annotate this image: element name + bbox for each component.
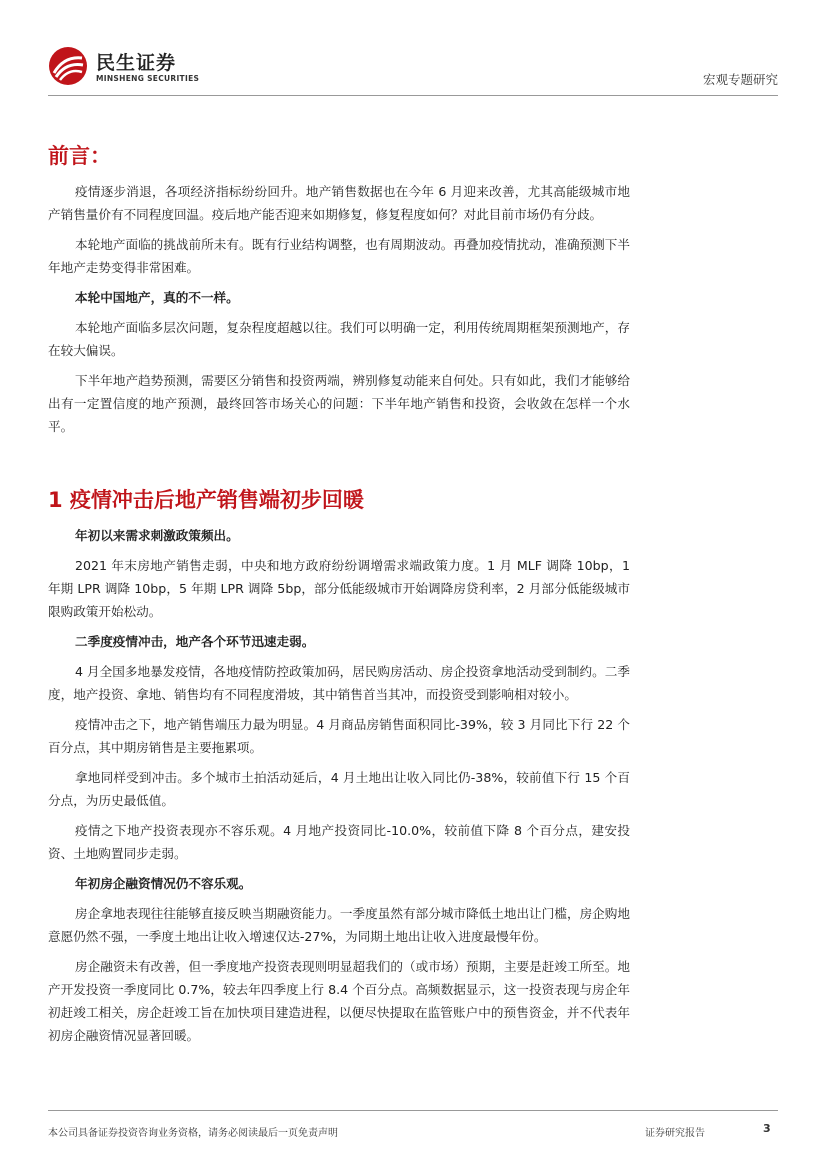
section-paragraph: 房企融资未有改善，但一季度地产投资表现则明显超我们的（或市场）预期，主要是赶竣工所至。地产开发投资一季度同比 0.7%，较去年四季度上行 8.4 个百分点。高频数据显示，这一投资表现与房企年初赶竣工相关，房企赶竣工旨在加快项目建造进程，以便尽快提取在监管账户中的预售资金，并不代表年初房企融资情况显著回暖。 — [48, 959, 630, 1043]
section-paragraph: 疫情之下地产投资表现亦不容乐观。4 月地产投资同比-10.0%，较前值下降 8 个百分点，建安投资、土地购置同步走弱。 — [48, 823, 630, 861]
intro-paragraph: 本轮地产面临多层次问题，复杂程度超越以往。我们可以明确一定，利用传统周期框架预测地产，存在较大偏误。 — [48, 320, 630, 358]
section-subheading: 二季度疫情冲击，地产各个环节迅速走弱。 — [75, 634, 315, 649]
intro-paragraph: 疫情逐步消退，各项经济指标纷纷回升。地产销售数据也在今年 6 月迎来改善，尤其高能级城市地产销售量价有不同程度回温。疫后地产能否迎来如期修复，修复程度如何？对此目前市场仍有分歧。 — [48, 184, 630, 222]
section-subheading: 年初以来需求刺激政策频出。 — [75, 528, 239, 543]
report-type: 宏观专题研究 — [702, 72, 778, 87]
header-divider — [48, 95, 778, 96]
page-number: 3 — [763, 1122, 771, 1135]
intro-paragraph: 本轮地产面临的挑战前所未有。既有行业结构调整，也有周期波动。再叠加疫情扰动，准确预测下半年地产走势变得非常困难。 — [48, 237, 630, 275]
section-heading: 1 疫情冲击后地产销售端初步回暖 — [48, 488, 364, 512]
section-subheading: 年初房企融资情况仍不容乐观。 — [75, 876, 252, 891]
page-header — [48, 46, 778, 96]
brand-name-cn: 民生证券 — [96, 52, 177, 74]
intro-paragraph: 下半年地产趋势预测，需要区分销售和投资两端，辨别修复动能来自何处。只有如此，我们才能够给出有一定置信度的地产预测，最终回答市场关心的问题：下半年地产销售和投资，会收敛在怎样一个水平。 — [48, 373, 630, 434]
footer-divider — [48, 1110, 778, 1111]
brand-name-en: MINSHENG SECURITIES — [96, 74, 200, 83]
minsheng-logo-icon — [48, 46, 88, 86]
section-paragraph: 房企拿地表现往往能够直接反映当期融资能力。一季度虽然有部分城市降低土地出让门槛，房企购地意愿仍然不强，一季度土地出让收入增速仅达-27%，为同期土地出让收入进度最慢年份。 — [48, 906, 630, 944]
section-paragraph: 4 月全国多地暴发疫情，各地疫情防控政策加码，居民购房活动、房企投资拿地活动受到制约。二季度，地产投资、拿地、销售均有不同程度滑坡，其中销售首当其冲，而投资受到影响相对较小。 — [48, 664, 630, 702]
footer-disclaimer: 本公司具备证券投资咨询业务资格，请务必阅读最后一页免责声明 — [48, 1128, 338, 1139]
intro-heading: 前言： — [48, 144, 111, 168]
section-paragraph: 疫情冲击之下，地产销售端压力最为明显。4 月商品房销售面积同比-39%，较 3 月同比下行 22 个百分点，其中期房销售是主要拖累项。 — [48, 717, 630, 755]
intro-bold-line: 本轮中国地产，真的不一样。 — [75, 290, 239, 305]
footer-report-label: 证券研究报告 — [645, 1128, 705, 1139]
page-content — [48, 140, 630, 1054]
section-paragraph: 2021 年末房地产销售走弱，中央和地方政府纷纷调增需求端政策力度。1 月 MLF 调降 10bp，1 年期 LPR 调降 10bp，5 年期 LPR 调降 5bp，部分低能级城市开始调降房贷利率，2 月部分低能级城市限购政策开始松动。 — [48, 558, 630, 619]
section-paragraph: 拿地同样受到冲击。多个城市土拍活动延后，4 月土地出让收入同比仍-38%，较前值下行 15 个百分点，为历史最低值。 — [48, 770, 630, 808]
